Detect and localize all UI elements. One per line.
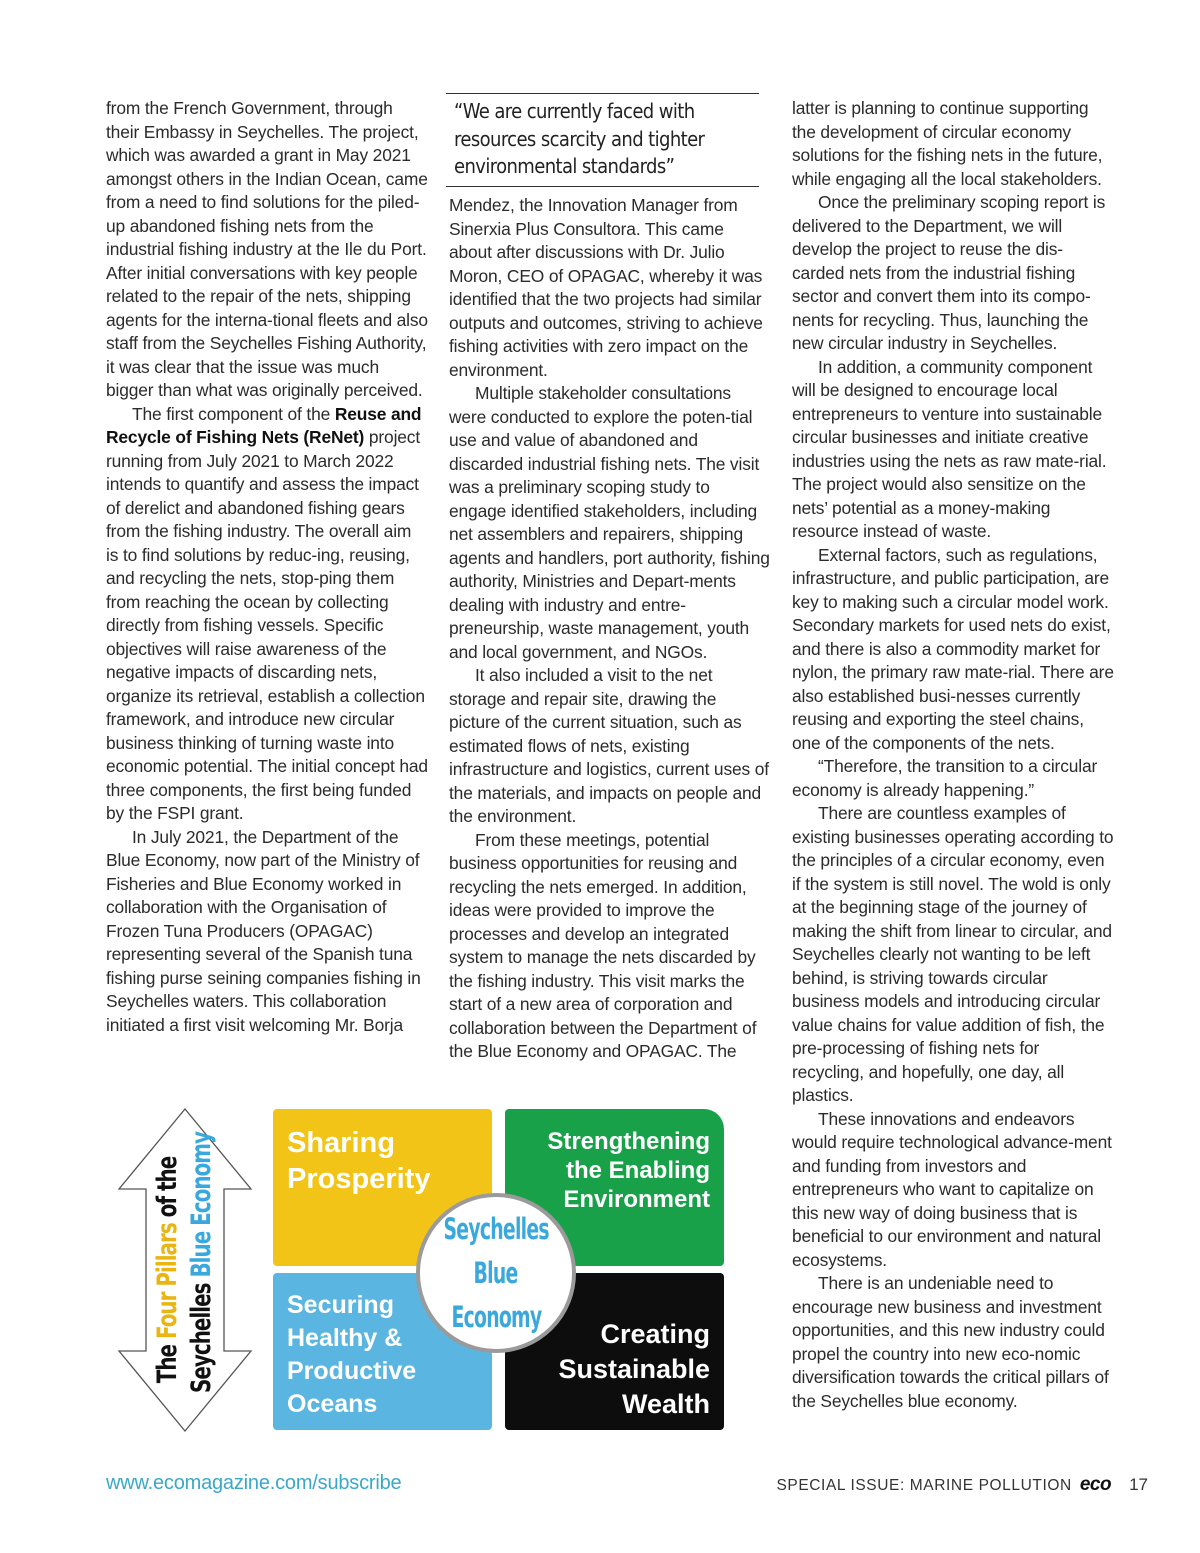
center-line: Blue <box>473 1256 518 1290</box>
text-span: project running from July 2021 to March 2022 intends to quantify and assess the impact of derelict and abandoned fishing gears from the fishing industry. The overall aim is to find solutions by reduc-ing, reusing, and recycling the nets, stop-ping them from reaching the ocean by collecting directly from fishing vessels. Specific objectives will raise awareness of the negative impacts of discarding nets, organize its retrieval, establish a collection framework, and introduce new circular business thinking of turning waste into economic potential. The initial concept had three components, the first being funded by the FSPI grant. <box>106 427 428 823</box>
paragraph: In addition, a community component will be designed to encourage local entrepreneurs to venture into sustainable circular businesses and initiate creative industries using the nets as raw mate-rial. The project would also sensitize on the nets’ potential as a money-making resource instead of waste. <box>792 356 1107 541</box>
article-column-1 <box>106 97 428 1037</box>
caption-word: Blue Economy <box>186 1131 217 1278</box>
magazine-logo: eco <box>1079 1474 1112 1495</box>
paragraph: External factors, such as regulations, infrastructure, and public participation, are key to making such a circular model work. Secondary markets for used nets do exist, and there is also a commodity market for nylon, the primary raw mate-rial. There are also established busi-nesses currently reusing and exporting the steel chains, one of the components of the nets. <box>792 544 1114 753</box>
caption-word: The <box>152 1338 183 1384</box>
paragraph: Mendez, the Innovation Manager from Sinerxia Plus Consultora. This came about after discussions with Dr. Julio Moron, CEO of OPAGAC, whereby it was identified that the two projects had similar outputs and outcomes, striving to achieve fishing activities with zero impact on the environment. <box>449 195 763 380</box>
tile-line: Productive <box>287 1357 417 1385</box>
caption-word: Seychelles <box>186 1277 217 1393</box>
issue-label: SPECIAL ISSUE: MARINE POLLUTION <box>776 1477 1072 1494</box>
paragraph: latter is planning to continue supporting the development of circular economy solutions for the fishing nets in the future, while engaging all the local stakeholders. <box>792 98 1103 189</box>
quote-paragraph: “Therefore, the transition to a circular economy is already happening.” <box>792 756 1098 800</box>
caption-word: Four Pillars <box>152 1223 183 1339</box>
center-badge <box>416 1193 576 1353</box>
paragraph: In July 2021, the Department of the Blue Economy, now part of the Ministry of Fisheries and Blue Economy worked in collaboration with the Organisation of Frozen Tuna Producers (OPAGAC) representing several of the Spanish tuna fishing purse seining companies fishing in Seychelles waters. This collaboration initiated a first visit welcoming Mr. Borja <box>106 826 421 1035</box>
text-span: The first component of the <box>132 403 335 424</box>
article-column-2 <box>449 194 771 1064</box>
tile-line: Creating <box>600 1319 710 1349</box>
tile-line: Sharing <box>287 1127 395 1159</box>
tile-line: the Enabling <box>566 1157 710 1184</box>
arrow-caption <box>151 1120 219 1420</box>
paragraph: Once the preliminary scoping report is delivered to the Department, we will develop the project to reuse the dis-carded nets from the industrial fishing sector and convert them into its compo-nents for recycling. Thus, launching the new circular industry in Seychelles. <box>792 192 1106 353</box>
paragraph <box>106 403 428 826</box>
center-line: Seychelles <box>443 1212 549 1246</box>
project-name: Reuse and Recycle of Fishing Nets (ReNet) <box>106 403 422 447</box>
four-pillars-diagram <box>110 1105 735 1435</box>
paragraph: from the French Government, through their Embassy in Seychelles. The project, which was awarded a grant in May 2021 amongst others in the Indian Ocean, came from a need to find solutions for the piled-up abandoned fishing nets from the industrial fishing industry at the Ile du Port. After initial conversations with key people related to the repair of the nets, shipping agents for the interna-tional fleets and also staff from the Seychelles Fishing Authority, it was clear that the issue was much bigger than what was originally perceived. <box>106 98 428 400</box>
tile-line: Healthy & <box>287 1324 403 1352</box>
paragraph: There is an undeniable need to encourage new business and investment opportunities, and this new industry could propel the country into new eco-nomic diversification towards the critical pillars of the Seychelles blue economy. <box>792 1273 1109 1411</box>
tile-line: Strengthening <box>547 1128 710 1155</box>
page-footer <box>776 1474 1148 1496</box>
paragraph: There are countless examples of existing businesses operating according to the principles of a circular economy, even if the system is still novel. The wold is only at the beginning stage of the journey of making the shift from linear to circular, and Seychelles clearly not wanting to be left behind, is striving towards circular business models and introducing circular value chains for value addition of fish, the pre-processing of fishing nets for recycling, and hopefully, one day, all plastics. <box>792 803 1114 1105</box>
tile-line: Oceans <box>287 1390 378 1418</box>
tile-line: Prosperity <box>287 1163 431 1195</box>
tile-line: Securing <box>287 1291 394 1319</box>
pull-quote: “We are currently faced with resources scarcity and tighter environmental standards” <box>446 93 759 187</box>
tile-line: Wealth <box>621 1389 710 1419</box>
page-number: 17 <box>1129 1475 1148 1494</box>
paragraph: These innovations and endeavors would require technological advance-ment and funding from investors and entrepreneurs who want to capitalize on this new way of doing business that is beneficial to our environment and natural ecosystems. <box>792 1108 1112 1270</box>
tile-line: Environment <box>563 1186 710 1213</box>
caption-word: of the <box>152 1156 183 1224</box>
paragraph: From these meetings, potential business opportunities for reusing and recycling the nets emerged. In addition, ideas were provided to improve the processes and develop an integrated system to manage the nets discarded by the fishing industry. This visit marks the start of a new area of corporation and collaboration between the Department of the Blue Economy and OPAGAC. The <box>449 829 757 1061</box>
paragraph: It also included a visit to the net storage and repair site, drawing the picture of the current situation, such as estimated flows of nets, existing infrastructure and logistics, current uses of the materials, and impacts on people and the environment. <box>449 665 769 826</box>
article-column-3 <box>792 97 1114 1413</box>
paragraph: Multiple stakeholder consultations were conducted to explore the poten-tial use and value of abandoned and discarded industrial fishing nets. The visit was a preliminary scoping study to engage identified stakeholders, including net assemblers and repairers, shipping agents and handlers, port authority, fishing authority, Ministries and Depart-ments dealing with industry and entre-preneurship, waste management, youth and local government, and NGOs. <box>449 383 770 662</box>
subscribe-link[interactable]: www.ecomagazine.com/subscribe <box>106 1472 402 1494</box>
tile-line: Sustainable <box>558 1354 710 1384</box>
center-line: Economy <box>451 1300 541 1334</box>
